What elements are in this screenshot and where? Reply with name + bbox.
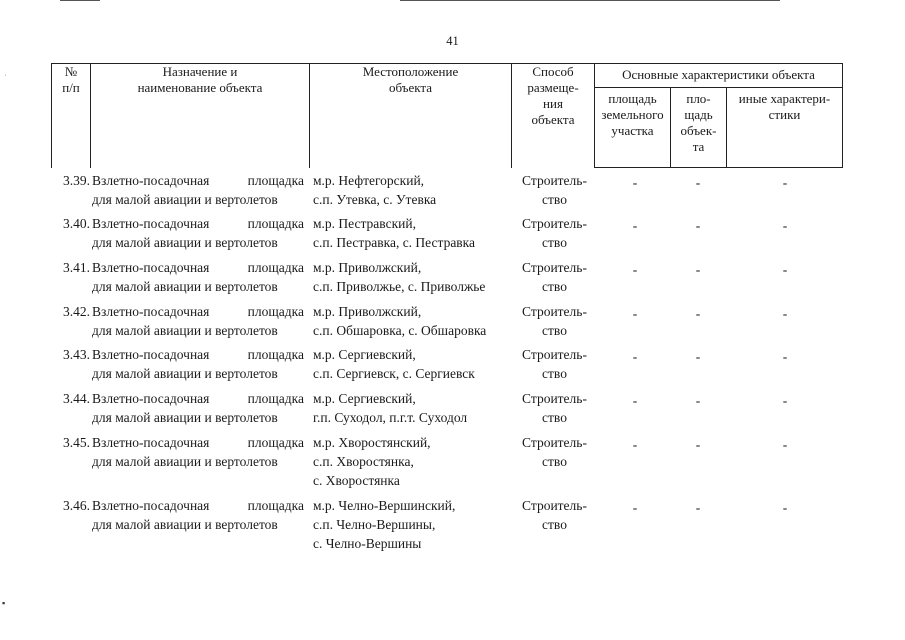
object-area-value: -: [695, 437, 701, 452]
object-area-value: -: [695, 218, 701, 233]
placement-method: Строитель- ство: [522, 216, 587, 250]
other-characteristics-value: -: [782, 437, 788, 452]
object-area-value: -: [695, 175, 701, 190]
row-number: 3.45.: [63, 435, 90, 450]
object-location: м.р. Сергиевский, г.п. Суходол, п.г.т. Суходол: [313, 391, 468, 425]
placement-method: Строитель- ство: [522, 260, 587, 294]
other-characteristics-value: -: [782, 175, 788, 190]
header-method: Способ размеще- ния объекта: [512, 64, 595, 168]
placement-method: Строитель- ство: [522, 435, 587, 469]
object-name: Взлетно-посадочная площадка для малой авиации и вертолетов: [92, 216, 304, 250]
header-num: № п/п: [52, 64, 91, 168]
table-row: [51, 389, 851, 429]
header-land-area: площадь земельного участка: [595, 88, 671, 168]
land-area-value: -: [632, 393, 638, 408]
table-row: [51, 496, 851, 556]
row-number: 3.41.: [63, 260, 90, 275]
header-other: иные характери- стики: [727, 88, 843, 168]
land-area-value: -: [632, 218, 638, 233]
object-area-value: -: [695, 393, 701, 408]
placement-method: Строитель- ство: [522, 498, 587, 532]
object-name: Взлетно-посадочная площадка для малой авиации и вертолетов: [92, 498, 304, 532]
row-number: 3.39.: [63, 173, 90, 188]
header-location: Местоположение объекта: [310, 64, 512, 168]
object-name: Взлетно-посадочная площадка для малой авиации и вертолетов: [92, 304, 304, 338]
row-number: 3.44.: [63, 391, 90, 406]
placement-method: Строитель- ство: [522, 304, 587, 338]
table-row: [51, 433, 851, 493]
header-object-area: пло- щадь объек- та: [671, 88, 727, 168]
object-location: м.р. Приволжский, с.п. Приволжье, с. Приволжье: [313, 260, 486, 294]
object-location: м.р. Челно-Вершинский, с.п. Челно-Вершины, с. Челно-Вершины: [313, 498, 456, 551]
land-area-value: -: [632, 349, 638, 364]
land-area-value: -: [632, 500, 638, 515]
header-purpose: Назначение и наименование объекта: [91, 64, 310, 168]
object-name: Взлетно-посадочная площадка для малой авиации и вертолетов: [92, 260, 304, 294]
row-number: 3.43.: [63, 347, 90, 362]
other-characteristics-value: -: [782, 306, 788, 321]
object-name: Взлетно-посадочная площадка для малой авиации и вертолетов: [92, 391, 304, 425]
object-location: м.р. Приволжский, с.п. Обшаровка, с. Обшаровка: [313, 304, 487, 338]
object-area-value: -: [695, 306, 701, 321]
placement-method: Строитель- ство: [522, 173, 587, 207]
other-characteristics-value: -: [782, 349, 788, 364]
row-number: 3.40.: [63, 216, 90, 231]
land-area-value: -: [632, 306, 638, 321]
object-location: м.р. Сергиевский, с.п. Сергиевск, с. Сергиевск: [313, 347, 475, 381]
object-location: м.р. Пестравский, с.п. Пестравка, с. Пестравка: [313, 216, 476, 250]
object-name: Взлетно-посадочная площадка для малой авиации и вертолетов: [92, 435, 304, 469]
other-characteristics-value: -: [782, 500, 788, 515]
object-name: Взлетно-посадочная площадка для малой авиации и вертолетов: [92, 347, 304, 381]
other-characteristics-value: -: [782, 262, 788, 277]
table-row: [51, 302, 851, 342]
other-characteristics-value: -: [782, 393, 788, 408]
page-number: 41: [446, 34, 459, 48]
object-area-value: -: [695, 349, 701, 364]
object-area-value: -: [695, 262, 701, 277]
scan-top-line-left: [60, 0, 100, 1]
object-location: м.р. Хворостянский, с.п. Хворостянка, с. Хворостянка: [313, 435, 431, 488]
header-characteristics: Основные характеристики объекта: [595, 64, 843, 88]
scan-speck: ▪: [2, 598, 6, 608]
object-location: м.р. Нефтегорский, с.п. Утевка, с. Утевка: [313, 173, 437, 207]
table-row: [51, 171, 851, 211]
other-characteristics-value: -: [782, 218, 788, 233]
table-row: [51, 345, 851, 385]
scan-speck: ˌ: [4, 66, 7, 76]
placement-method: Строитель- ство: [522, 391, 587, 425]
object-area-value: -: [695, 500, 701, 515]
row-number: 3.46.: [63, 498, 90, 513]
table-row: [51, 214, 851, 254]
table-header: [51, 63, 843, 168]
land-area-value: -: [632, 437, 638, 452]
land-area-value: -: [632, 262, 638, 277]
placement-method: Строитель- ство: [522, 347, 587, 381]
object-name: Взлетно-посадочная площадка для малой авиации и вертолетов: [92, 173, 304, 207]
land-area-value: -: [632, 175, 638, 190]
scan-top-line-mid: [400, 0, 780, 1]
table-row: [51, 258, 851, 298]
row-number: 3.42.: [63, 304, 90, 319]
